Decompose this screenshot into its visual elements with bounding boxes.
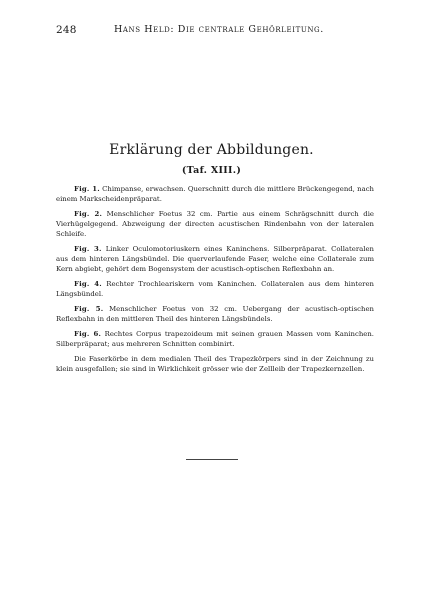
page-number: 248 (56, 24, 77, 36)
page-header (56, 24, 346, 38)
figure-caption-2 (56, 209, 374, 239)
figure-label: Fig. 6. (74, 330, 102, 338)
figure-label: Fig. 3. (74, 245, 102, 253)
figure-text: Rechter Trochleariskern vom Kaninchen. Collateralen aus dem hinteren Längsbündel. (56, 280, 374, 298)
section-divider (186, 459, 238, 460)
figure-text: Menschlicher Foetus von 32 cm. Uebergang der acustisch-optischen Reflexbahn in den mittleren Theil des hinteren Längsbündels. (56, 305, 374, 323)
figure-caption-3 (56, 244, 374, 274)
figure-text: Chimpanse, erwachsen. Querschnitt durch die mittlere Brückengegend, nach einem Markscheidenpräparat. (56, 185, 374, 203)
closing-note: Die Faserkörbe in dem medialen Theil des Trapezkörpers sind in der Zeichnung zu klein ausgefallen; sie sind in Wirklichkeit grösser wie der Zellleib der Trapezkernzellen. (56, 355, 374, 373)
running-head: Hans Held: Die centrale Gehörleitung. (114, 24, 324, 35)
figure-caption-6 (56, 329, 374, 349)
figure-text: Linker Oculomotoriuskern eines Kaninchens. Silberpräparat. Collateralen aus dem hinteren Längsbündel. Die querverlaufende Faser, welche eine Collaterale zum Kern abgiebt, gehört dem Bogensystem der acustisch-optischen Reflexbahn an. (56, 245, 374, 273)
figure-legend (56, 184, 374, 379)
figure-label: Fig. 5. (74, 305, 104, 313)
figure-text: Menschlicher Foetus 32 cm. Partie aus einem Schrägschnitt durch die Vierhügelgegend. Abzweigung der directen acustischen Rindenbahn von der lateralen Schleife. (56, 210, 374, 238)
figure-label: Fig. 4. (74, 280, 102, 288)
figure-text: Rechtes Corpus trapezoideum mit seinen grauen Massen vom Kaninchen. Silberpräparat; aus mehreren Schnitten combinirt. (56, 330, 374, 348)
figure-caption-5 (56, 304, 374, 324)
figure-caption-4 (56, 279, 374, 299)
section-title: Erklärung der Abbildungen. (109, 142, 314, 158)
figure-label: Fig. 2. (74, 210, 103, 218)
figure-label: Fig. 1. (74, 185, 100, 193)
plate-reference: (Taf. XIII.) (181, 165, 242, 176)
figure-caption-1 (56, 184, 374, 204)
